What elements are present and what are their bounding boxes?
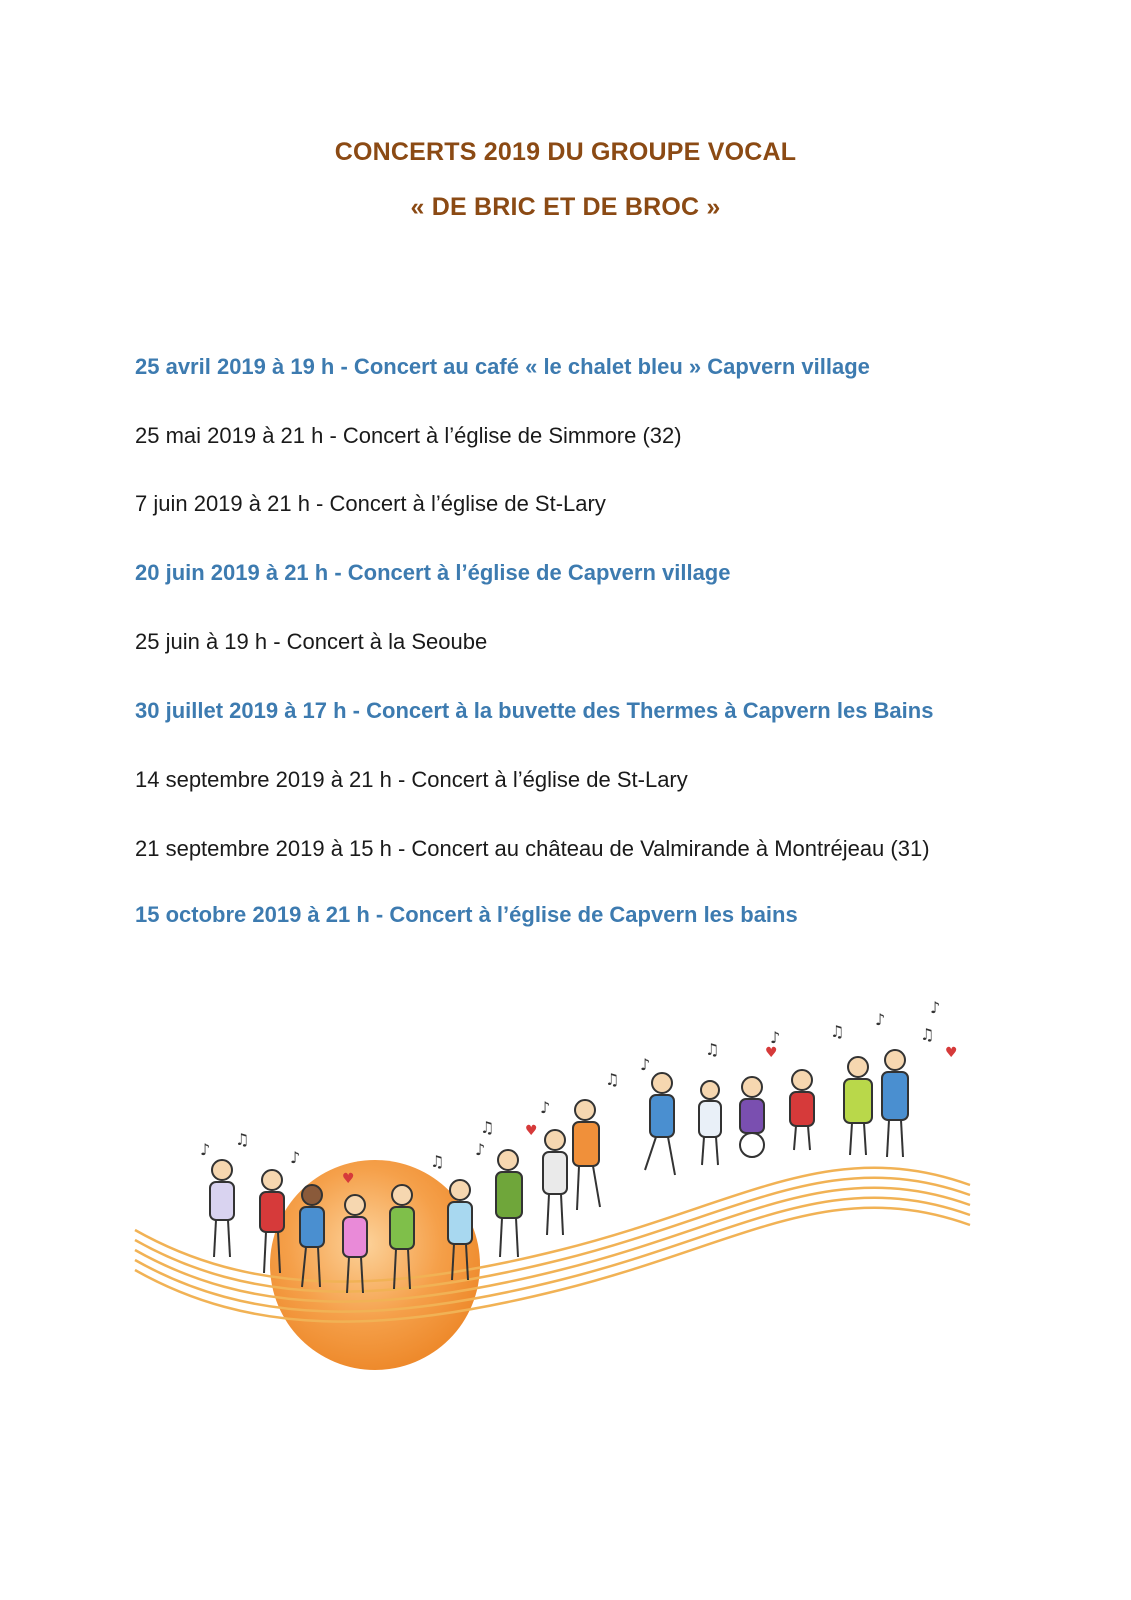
singer xyxy=(543,1130,567,1235)
svg-text:♫: ♫ xyxy=(705,1040,720,1059)
svg-text:♪: ♪ xyxy=(540,1098,551,1117)
svg-text:♥: ♥ xyxy=(342,1171,355,1187)
svg-text:♥: ♥ xyxy=(945,1045,958,1061)
svg-text:♪: ♪ xyxy=(930,998,941,1017)
concert-item: 15 octobre 2019 à 21 h - Concert à l’église de Capvern les bains xyxy=(135,902,798,927)
svg-text:♫: ♫ xyxy=(830,1022,845,1041)
page-subtitle: « DE BRIC ET DE BROC » xyxy=(410,193,721,221)
concert-item: 25 mai 2019 à 21 h - Concert à l’église de Simmore (32) xyxy=(135,423,682,448)
music-notes xyxy=(200,998,940,1171)
singer xyxy=(740,1077,764,1157)
concert-item: 30 juillet 2019 à 17 h - Concert à la buvette des Thermes à Capvern les Bains xyxy=(135,698,934,723)
singer xyxy=(496,1150,522,1257)
svg-text:♪: ♪ xyxy=(875,1010,886,1029)
svg-text:♥: ♥ xyxy=(765,1045,778,1061)
svg-text:♥: ♥ xyxy=(525,1123,538,1139)
svg-text:♪: ♪ xyxy=(290,1148,301,1167)
choir-illustration xyxy=(130,995,1010,1395)
concert-item: 25 avril 2019 à 19 h - Concert au café « le chalet bleu » Capvern village xyxy=(135,354,870,379)
singer xyxy=(573,1100,600,1210)
svg-text:♫: ♫ xyxy=(920,1025,935,1044)
sun-globe xyxy=(270,1160,480,1370)
svg-text:♫: ♫ xyxy=(430,1152,445,1171)
concert-item: 25 juin à 19 h - Concert à la Seoube xyxy=(135,629,488,654)
singer xyxy=(882,1050,908,1157)
singer xyxy=(645,1073,675,1175)
svg-text:♪: ♪ xyxy=(475,1140,486,1159)
svg-text:♫: ♫ xyxy=(605,1070,620,1089)
concert-item: 7 juin 2019 à 21 h - Concert à l’église de St-Lary xyxy=(135,491,606,516)
singer xyxy=(210,1160,234,1257)
svg-text:♫: ♫ xyxy=(235,1130,250,1149)
page-title: CONCERTS 2019 DU GROUPE VOCAL xyxy=(334,138,797,166)
singer xyxy=(790,1070,814,1150)
svg-text:♪: ♪ xyxy=(640,1055,651,1074)
svg-text:♫: ♫ xyxy=(480,1118,495,1137)
singer xyxy=(844,1057,872,1155)
svg-text:♪: ♪ xyxy=(770,1028,781,1047)
singer xyxy=(699,1081,721,1165)
concert-item: 21 septembre 2019 à 15 h - Concert au château de Valmirande à Montréjeau (31) xyxy=(135,836,930,861)
svg-text:♪: ♪ xyxy=(200,1140,211,1159)
concert-item: 14 septembre 2019 à 21 h - Concert à l’église de St-Lary xyxy=(135,767,688,792)
concert-item: 20 juin 2019 à 21 h - Concert à l’église de Capvern village xyxy=(135,560,731,585)
